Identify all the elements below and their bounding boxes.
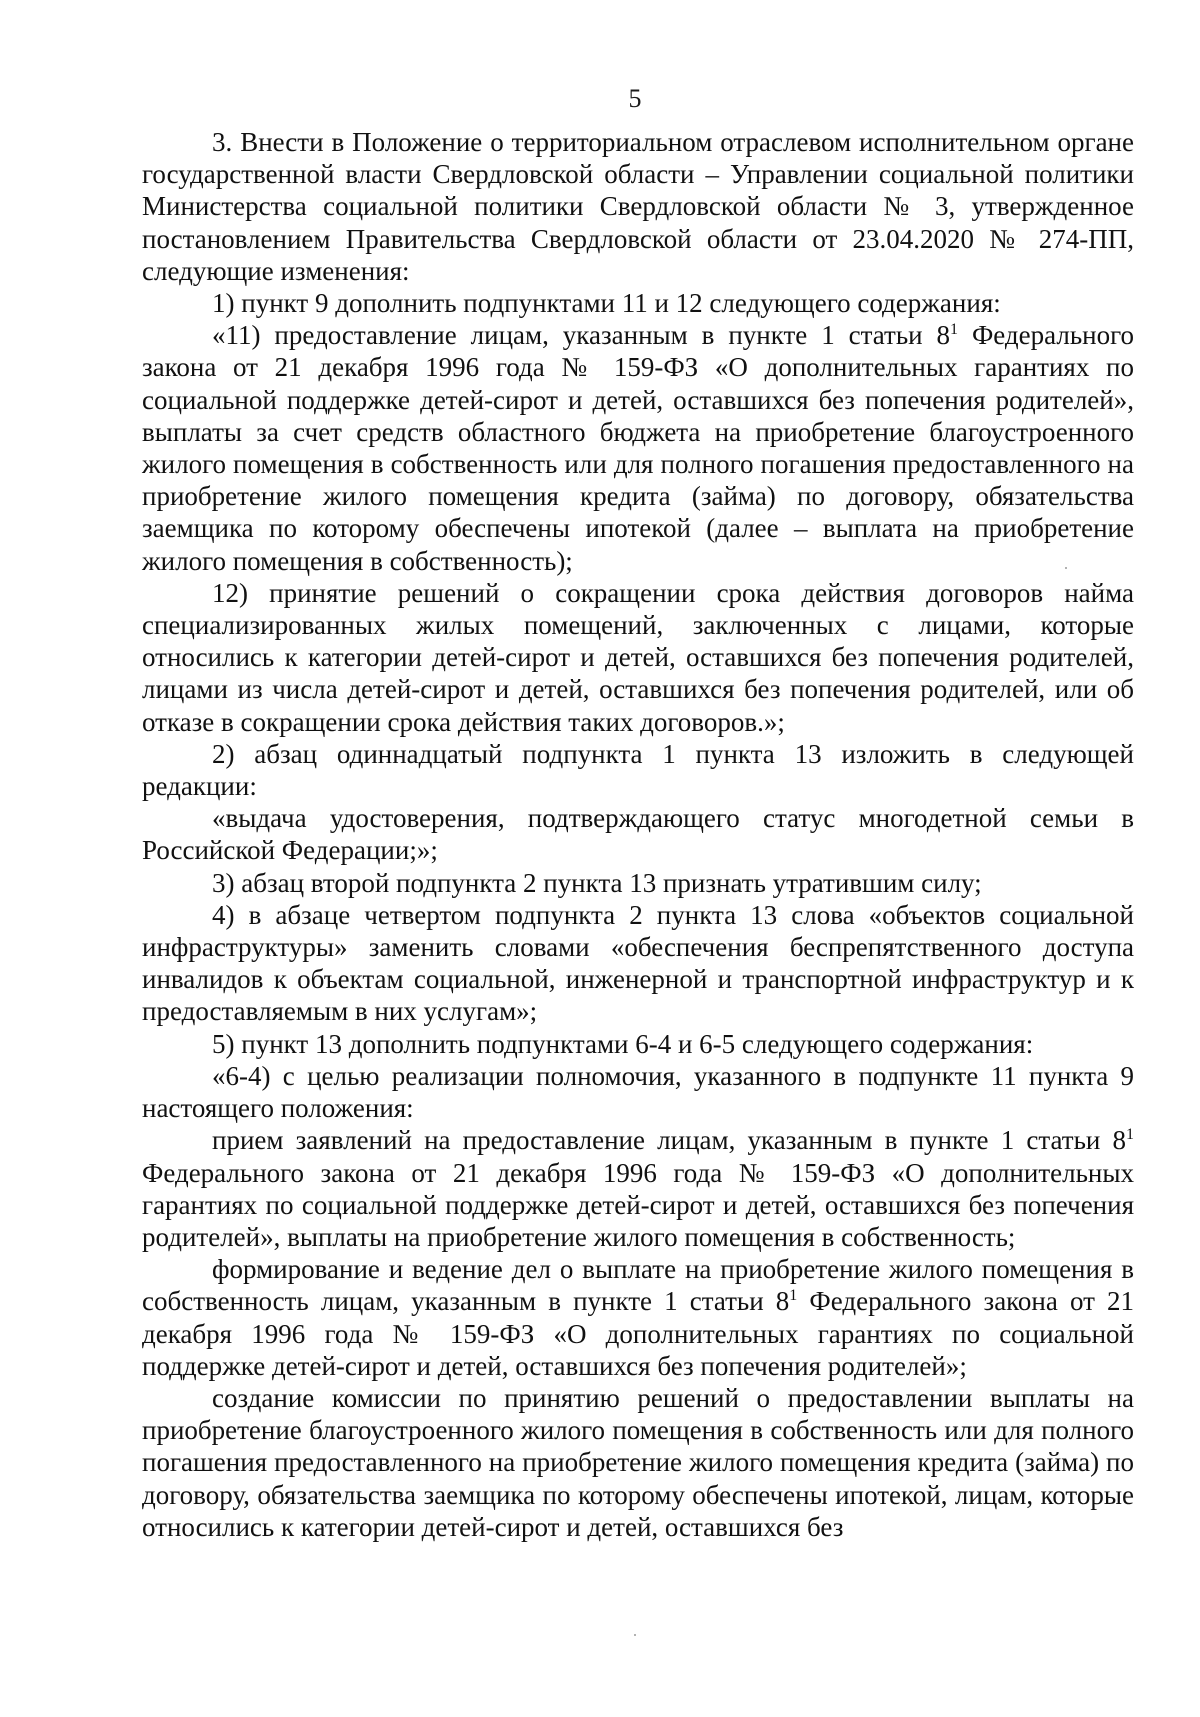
paragraph-applications (142, 1124, 1134, 1253)
paragraph-subitem-4: 4) в абзаце четвертом подпункта 2 пункта 13 слова «объектов социальной инфраструктуры» заменить словами «обеспечения беспрепятственного доступа инвалидов к объектам социальной, инженерной и транспортной инфраструктур и к предоставляемым в них услугам»; (142, 899, 1134, 1027)
paragraph-text: Федерального закона от 21 декабря 1996 года № 159-ФЗ «О дополнительных гарантиях по социальной поддержке детей-сирот и детей, оставшихся без попечения родителей»; (142, 1286, 1135, 1381)
paragraph-case-files (142, 1253, 1134, 1382)
paragraph-subitem-2: 2) абзац одиннадцатый подпункта 1 пункта 13 изложить в следующей редакции: (142, 738, 1134, 802)
page-number: 5 (628, 84, 642, 113)
paragraph-text: «11) предоставление лицам, указанным в пункте 1 статьи 8 (212, 320, 951, 351)
superscript: 1 (1126, 1126, 1134, 1144)
scan-speck (1065, 567, 1067, 569)
paragraph-subitem-5: 5) пункт 13 дополнить подпунктами 6-4 и 6-5 следующего содержания: (212, 1028, 1034, 1059)
paragraph-quote-6-4: «6-4) с целью реализации полномочия, указанного в подпункте 11 пункта 9 настоящего положения: (142, 1060, 1134, 1124)
superscript: 1 (789, 1287, 798, 1305)
document-body (142, 126, 1134, 1543)
paragraph-quote-11 (142, 319, 1134, 577)
paragraph-text: Федерального закона от 21 декабря 1996 года № 159-ФЗ «О дополнительных гарантиях по социальной поддержке детей-сирот и детей, оставшихся без попечения родителей», выплаты на приобретение жилого помещения в собственность; (142, 1157, 1134, 1252)
paragraph-quote-12: 12) принятие решений о сокращении срока действия договоров найма специализированных жилых помещений, заключенных с лицами, которые относились к категории детей-сирот и детей, оставшихся без попечения родителей, лицами из числа детей-сирот и детей, оставшихся без попечения родителей, или об отказе в сокращении срока действия таких договоров.»; (142, 577, 1134, 737)
paragraph-subitem-3: 3) абзац второй подпункта 2 пункта 13 признать утратившим силу; (212, 867, 982, 898)
paragraph-text: Федерального закона от 21 декабря 1996 года № 159-ФЗ «О дополнительных гарантиях по социальной поддержке детей-сирот и детей, оставшихся без попечения родителей», выплаты за счет средств областного бюджета на приобретение благоустроенного жилого помещения в собственность или для полного погашения предоставленного на приобретение жилого помещения кредита (займа) по договору, обязательства заемщика по которому обеспечены ипотекой (далее – выплата на приобретение жилого помещения в собственность); (142, 320, 1134, 576)
superscript: 1 (950, 321, 959, 339)
paragraph-quote-certificate: «выдача удостоверения, подтверждающего статус многодетной семьи в Российской Федерации;»; (142, 803, 1134, 866)
paragraph-text: формирование и ведение дел о выплате на приобретение жилого помещения в собственность лицам, указанным в пункте 1 статьи 8 (142, 1254, 1134, 1317)
paragraph-text: прием заявлений на предоставление лицам, указанным в пункте 1 статьи 8 (212, 1125, 1126, 1156)
scan-speck (634, 1634, 636, 1636)
paragraph-item-3: 3. Внести в Положение о территориальном отраслевом исполнительном органе государственной власти Свердловской области – Управлении социальной политики Министерства социальной политики Свердловской области № 3, утвержденное постановлением Правительства Свердловской области от 23.04.2020 № 274-ПП, следующие изменения: (142, 127, 1134, 286)
paragraph-commission: создание комиссии по принятию решений о предоставлении выплаты на приобретение благоустроенного жилого помещения в собственность или для полного погашения предоставленного на приобретение жилого помещения кредита (займа) по договору, обязательства заемщика по которому обеспечены ипотекой, лицам, которые относились к категории детей-сирот и детей, оставшихся без (142, 1382, 1134, 1542)
paragraph-subitem-1: 1) пункт 9 дополнить подпунктами 11 и 12 следующего содержания: (212, 288, 1001, 319)
